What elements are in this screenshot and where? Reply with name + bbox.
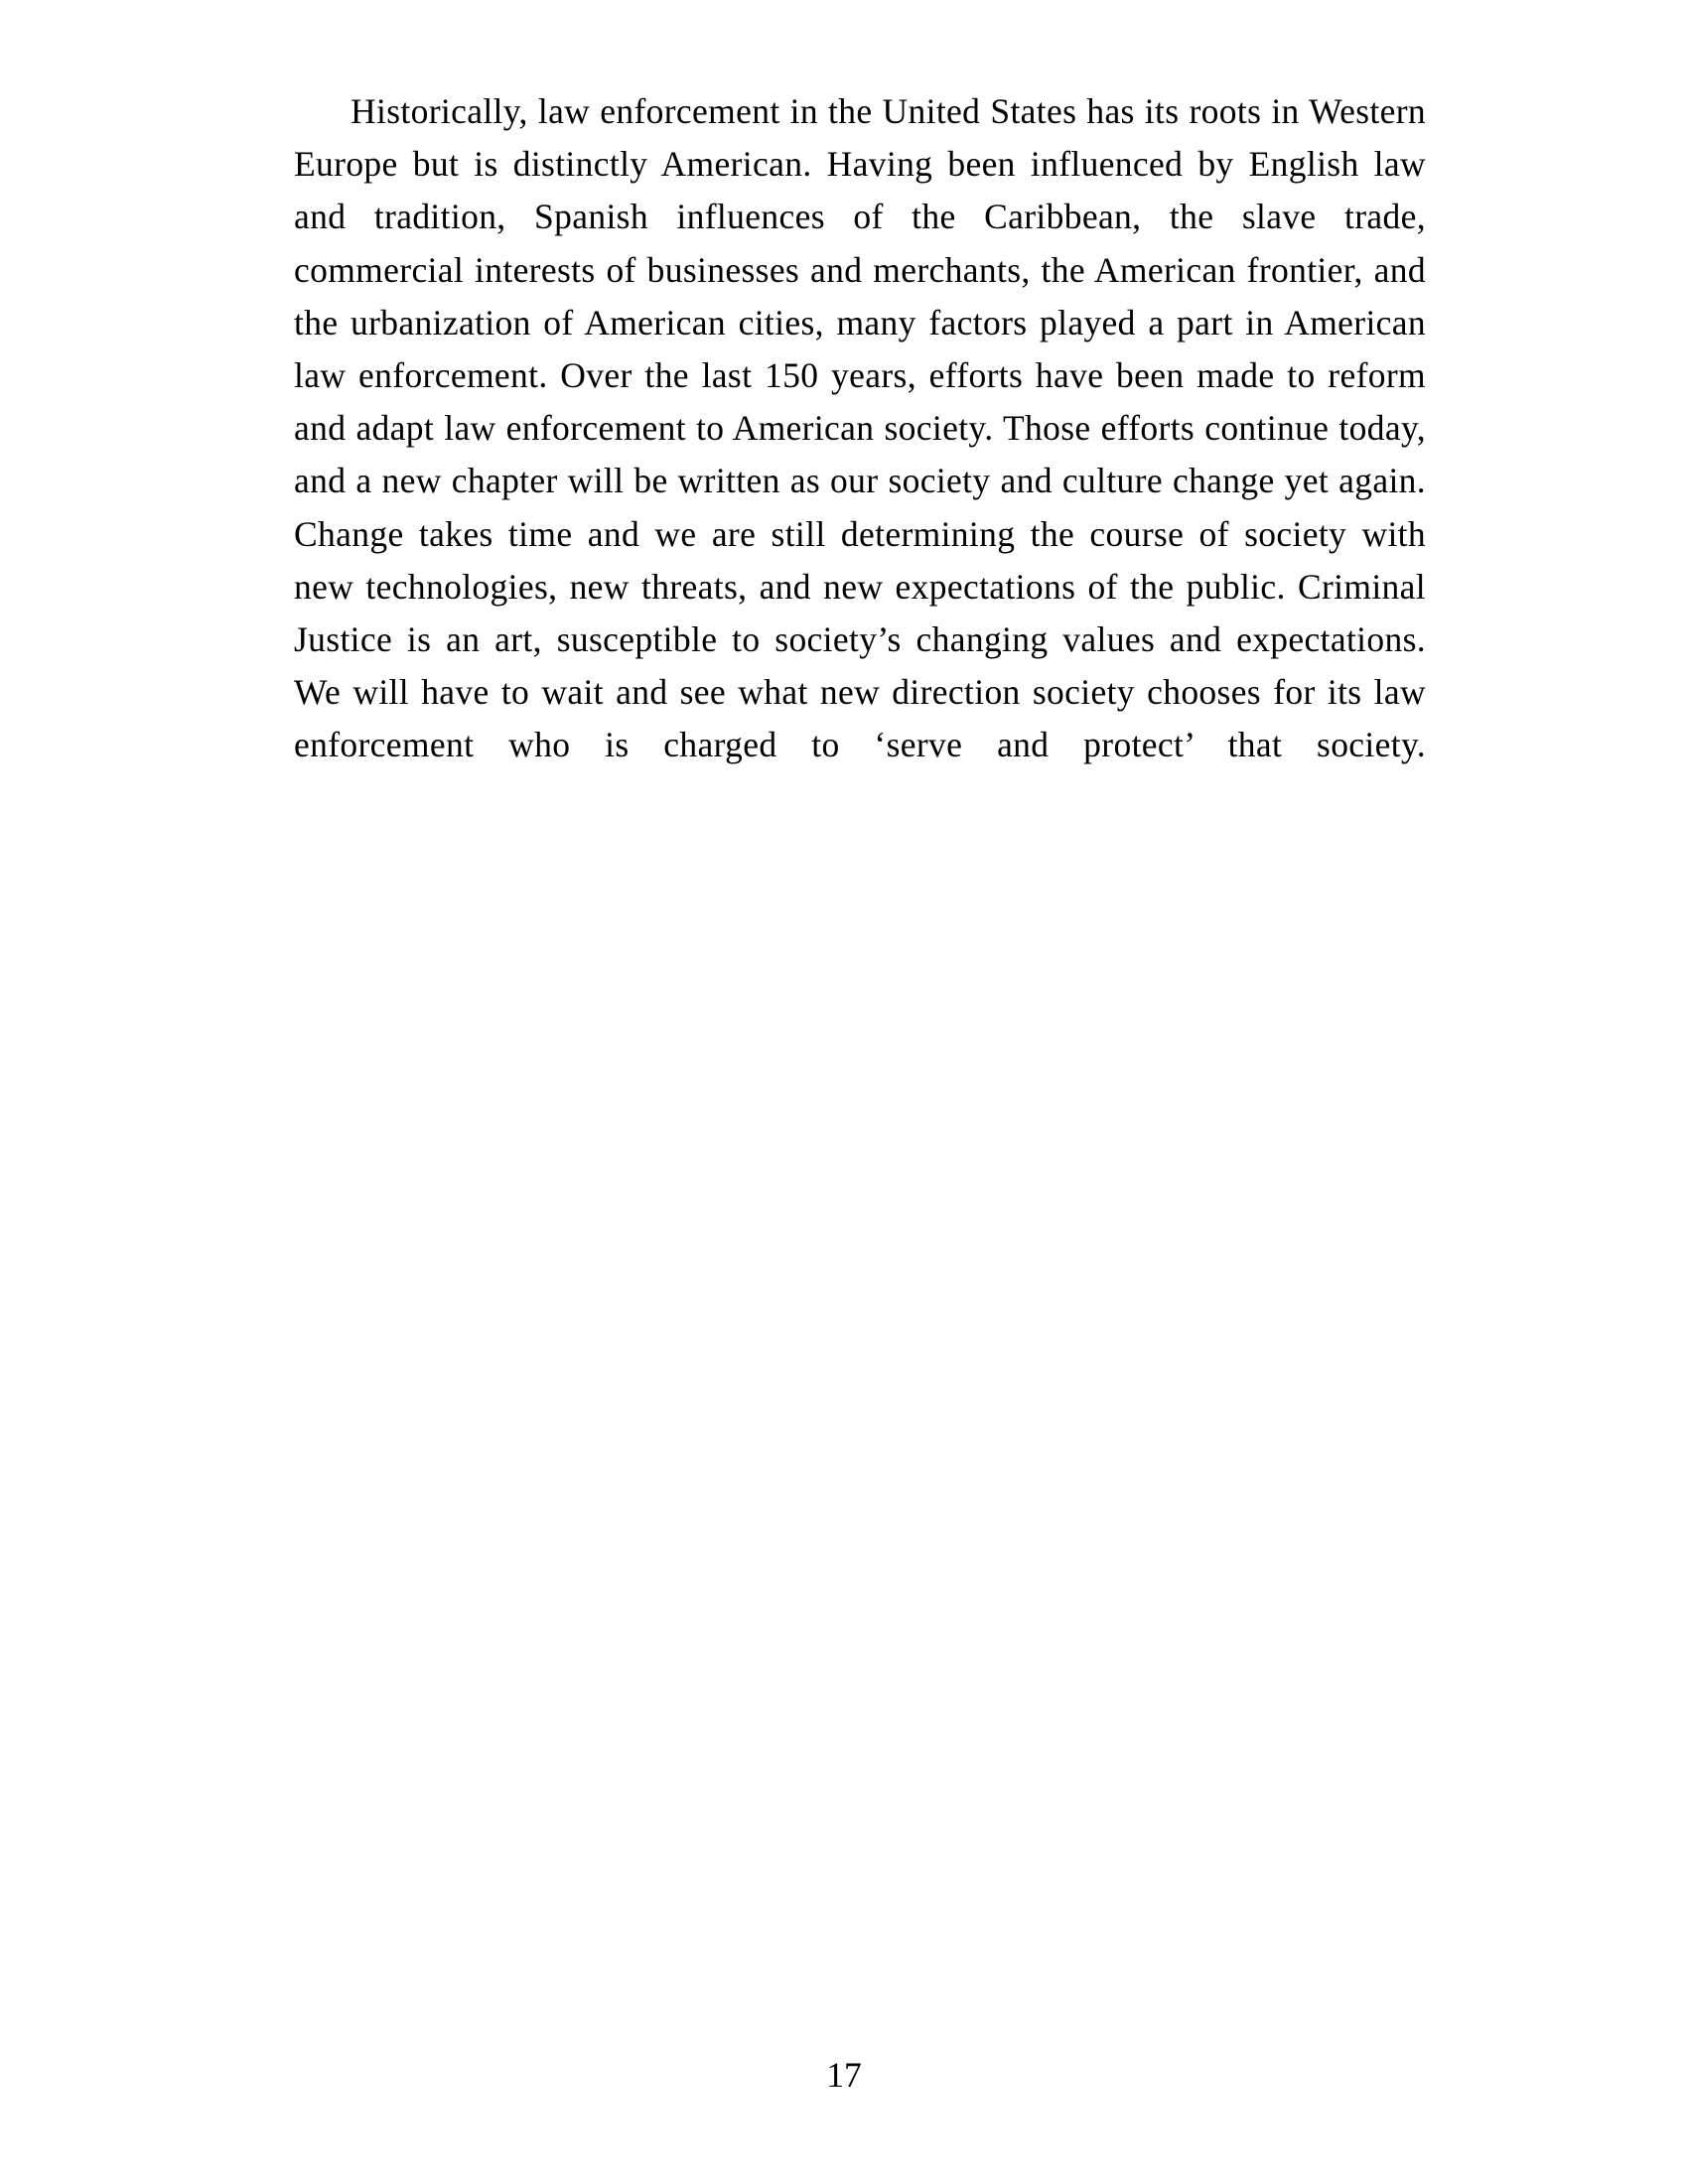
body-paragraph: Historically, law enforcement in the United States has its roots in Western Europe but is distinctly American. Having been influenced by English law and tradition, Spanish influences of the Caribbean, the slave trade, commercial interests of businesses and merchants, the American frontier, and the urbanization of American cities, many factors played a part in American law enforcement. Over the last 150 years, efforts have been made to reform and adapt law enforcement to American society. Those efforts continue today, and a new chapter will be written as our society and culture change yet again. Change takes time and we are still determining the course of society with new technologies, new threats, and new expectations of the public. Criminal Justice is an art, susceptible to society’s changing values and expectations. We will have to wait and see what new direction society chooses for its law enforcement who is charged to ‘serve and protect’ that society.	[294, 91, 1426, 765]
page-number: 17	[826, 2055, 862, 2095]
page-footer	[0, 2053, 1688, 2097]
page-text-body	[294, 85, 1426, 825]
